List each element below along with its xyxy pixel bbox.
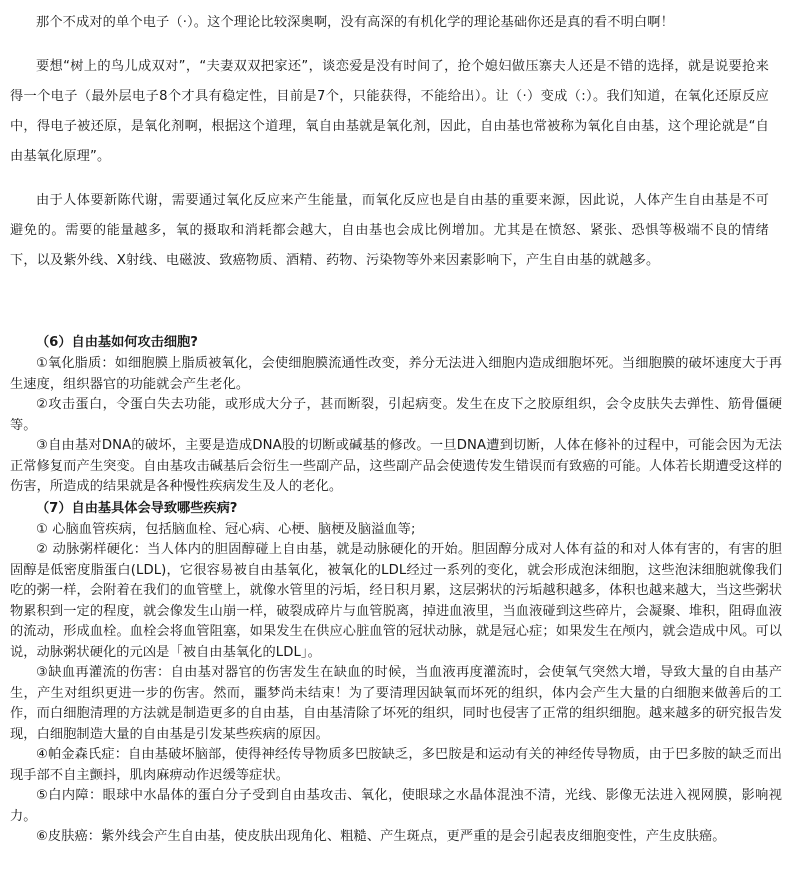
list-item: ②攻击蛋白，令蛋白失去功能，或形成大分子，甚而断裂，引起病变。发生在皮下之胶原组织，会令皮肤失去弹性、筋骨僵硬等。	[10, 397, 782, 433]
list-item: ③自由基对DNA的破坏，主要是造成DNA股的切断或碱基的修改。一旦DNA遭到切断，人体在修补的过程中，可能会因为无法正常修复而产生突变。自由基攻击碱基后会衍生一些副产品，这些副产品会使遗传发生错误而有致癌的可能。人体若长期遭受这样的伤害，所造成的结果就是各种慢性疾病发生及人的老化。	[10, 438, 782, 494]
intro-paragraph-1: 那个不成对的单个电子（·）。这个理论比较深奥啊，没有高深的有机化学的理论基础你还是真的看不明白啊！	[36, 15, 674, 30]
list-item: ⑤白内障：眼球中水晶体的蛋白分子受到自由基攻击、氧化，使眼球之水晶体混浊不清，光线、影像无法进入视网膜，影响视力。	[10, 788, 782, 824]
section-heading-attack-cells: （6）自由基如何攻击细胞?	[36, 335, 198, 350]
list-item: ①氧化脂质：如细胞膜上脂质被氧化，会使细胞膜流通性改变，养分无法进入细胞内造成细胞坏死。当细胞膜的破坏速度大于再生速度，组织器官的功能就会产生老化。	[10, 356, 782, 392]
intro-paragraph-2: 要想“树上的鸟儿成双对”，“夫妻双双把家还”，谈恋爱是没有时间了，抢个媳妇做压寨夫人还是不错的选择，就是说要抢来得一个电子（最外层电子8个才具有稳定性，目前是7个，只能获得，不能给出）。让（·）变成（:）。我们知道，在氧化还原反应中，得电子被还原，是氧化剂啊，根据这个道理，氧自由基就是氧化剂，因此，自由基也常被称为氧化自由基，这个理论就是“自由基氧化原理”。	[10, 59, 769, 164]
section-heading-diseases: （7）自由基具体会导致哪些疾病?	[36, 500, 238, 516]
attack-and-disease-section	[10, 332, 782, 848]
list-item: ② 动脉粥样硬化：当人体内的胆固醇碰上自由基，就是动脉硬化的开始。胆固醇分成对人体有益的和对人体有害的，有害的胆固醇是低密度脂蛋白(LDL)，它很容易被自由基氧化，被氧化的LDL经过一系列的变化，就会形成泡沫细胞，这些泡沫细胞就像我们吃的粥一样，会附着在我们的血管壁上，就像水管里的污垢，经日积月累，这层粥状的污垢越积越多，体积也越来越大，当这些粥状物累积到一定的程度，就会像发生山崩一样，破裂成碎片与血管脱离，掉进血液里，当血液碰到这些碎片，会凝聚、堆积，阻碍血液的流动，形成血栓。血栓会将血管阻塞，如果发生在供应心脏血管的冠状动脉，就是冠心症；如果发生在颅内，就会造成中风。可以说，动脉粥状硬化的元凶是「被自由基氧化的LDL」。	[10, 542, 782, 660]
list-item: ① 心脑血管疾病，包括脑血栓、冠心病、心梗、脑梗及脑溢血等;	[36, 521, 416, 537]
list-item: ③缺血再灌流的伤害：自由基对器官的伤害发生在缺血的时候，当血液再度灌流时，会使氧气突然大增，导致大量的自由基产生，产生对组织更进一步的伤害。然而，噩梦尚未结束！为了要清理因缺氧而坏死的组织，体内会产生大量的白细胞来做善后的工作，而白细胞清理的方法就是制造更多的自由基，自由基清除了坏死的组织，同时也侵害了正常的组织细胞。越来越多的研究报告发现，白细胞制造大量的自由基是引发某些疾病的原因。	[10, 665, 782, 742]
list-item: ④帕金森氏症：自由基破坏脑部，使得神经传导物质多巴胺缺乏，多巴胺是和运动有关的神经传导物质，由于巴多胺的缺乏而出现手部不自主颤抖，肌肉麻痹动作迟缓等症状。	[10, 747, 782, 783]
intro-section	[0, 8, 779, 276]
intro-paragraph-3: 由于人体要新陈代谢，需要通过氧化反应来产生能量，而氧化反应也是自由基的重要来源，因此说，人体产生自由基是不可避免的。需要的能量越多，氧的摄取和消耗都会越大，自由基也会成比例增加。尤其是在愤怒、紧张、恐惧等极端不良的情绪下，以及紫外线、X射线、电磁波、致癌物质、酒精、药物、污染物等外来因素影响下，产生自由基的就越多。	[10, 193, 769, 268]
list-item: ⑥皮肤癌：紫外线会产生自由基，使皮肤出现角化、粗糙、产生斑点，更严重的是会引起表皮细胞变性，产生皮肤癌。	[36, 829, 726, 844]
